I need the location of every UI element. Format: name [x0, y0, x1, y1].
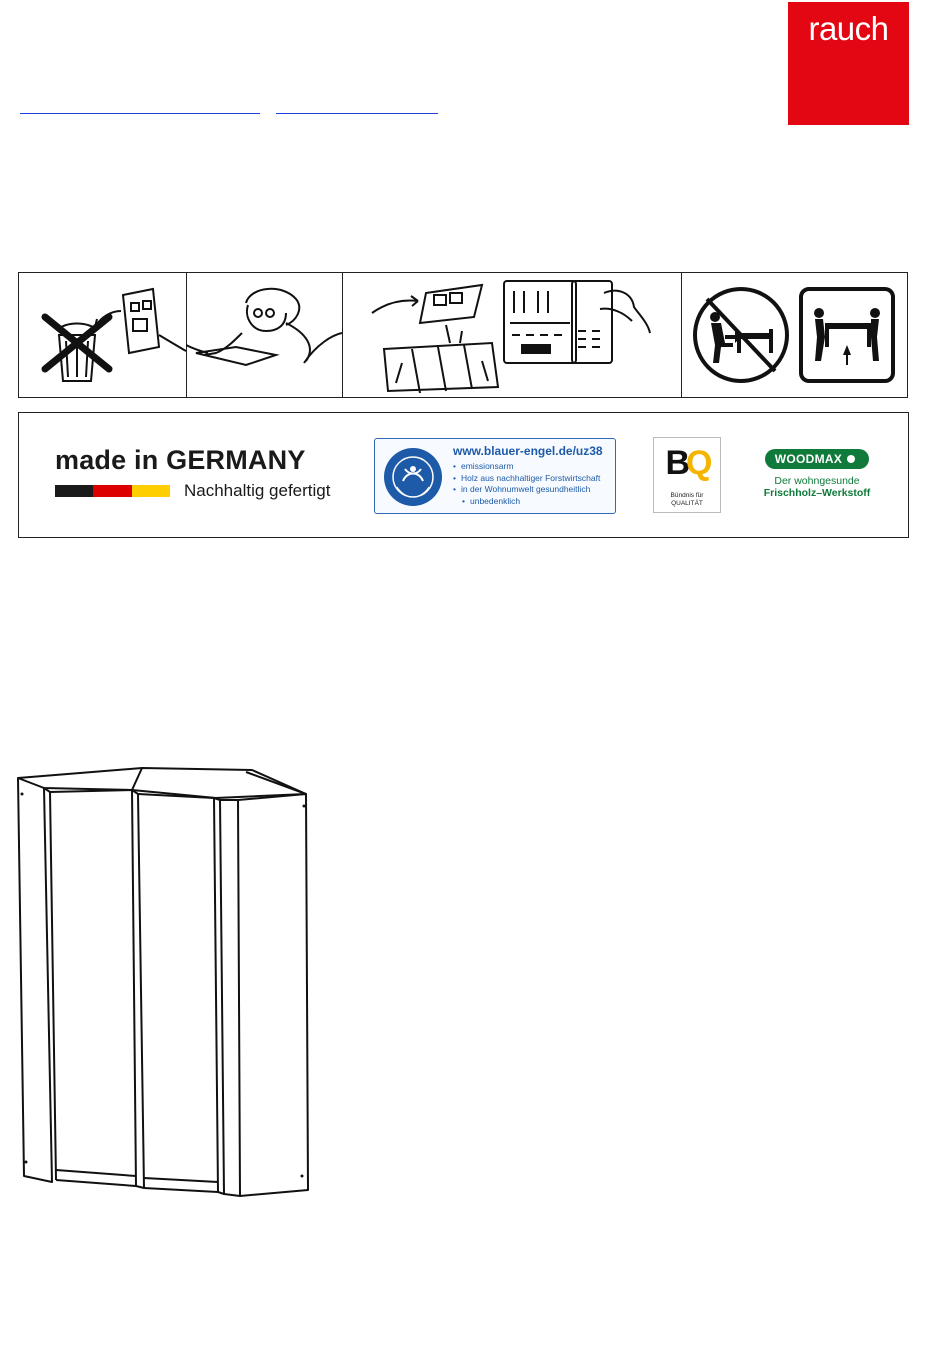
rauch-logo [788, 2, 909, 125]
woodmax-dot-icon [847, 455, 855, 463]
made-in-germany-title: made in GERMANY [55, 445, 306, 475]
certification-strip [18, 412, 909, 538]
blauer-engel-url[interactable]: www.blauer-engel.de/uz38 [453, 444, 603, 458]
woodmax-badge [757, 449, 877, 509]
bq-caption: Bündnis für QUALITÄT [670, 492, 704, 507]
link-underline-2[interactable] [276, 113, 438, 114]
bq-logo-mark: BQ [665, 444, 709, 482]
no-trash-panel [19, 273, 187, 397]
corner-wardrobe-illustration [14, 762, 314, 1202]
read-manual-icon [186, 273, 342, 397]
made-in-germany-subtitle: Nachhaltig gefertigt [184, 481, 331, 500]
woodmax-logo: WOODMAX [765, 449, 869, 469]
no-trash-icon [19, 273, 186, 397]
handling-panel [681, 273, 907, 397]
blauer-engel-bullet: • emissionsarm [453, 461, 600, 473]
woodmax-line2: Frischholz–Werkstoff [763, 487, 871, 499]
bq-quality-badge [653, 437, 721, 513]
keep-manual-icon [342, 273, 681, 397]
blauer-engel-bullet: • in der Wohnumwelt gesundheitlich [453, 484, 600, 496]
woodmax-line1: Der wohngesunde [774, 475, 860, 487]
link-underline-1[interactable] [20, 113, 260, 114]
no-drag-icon [681, 273, 907, 397]
instruction-pictogram-strip [18, 272, 908, 398]
blauer-engel-bullet: • Holz aus nachhaltiger Forstwirtschaft [453, 473, 600, 485]
made-in-germany-label [55, 445, 355, 505]
read-manual-panel [186, 273, 343, 397]
rauch-logo-text: rauch [808, 10, 889, 47]
blauer-engel-bullet: • unbedenklich [453, 496, 600, 508]
keep-manual-panel [342, 273, 682, 397]
blauer-engel-badge [374, 438, 616, 514]
blauer-engel-seal-icon [383, 447, 443, 507]
blauer-engel-bullet-list [453, 461, 600, 507]
german-flag-bar [55, 485, 170, 497]
